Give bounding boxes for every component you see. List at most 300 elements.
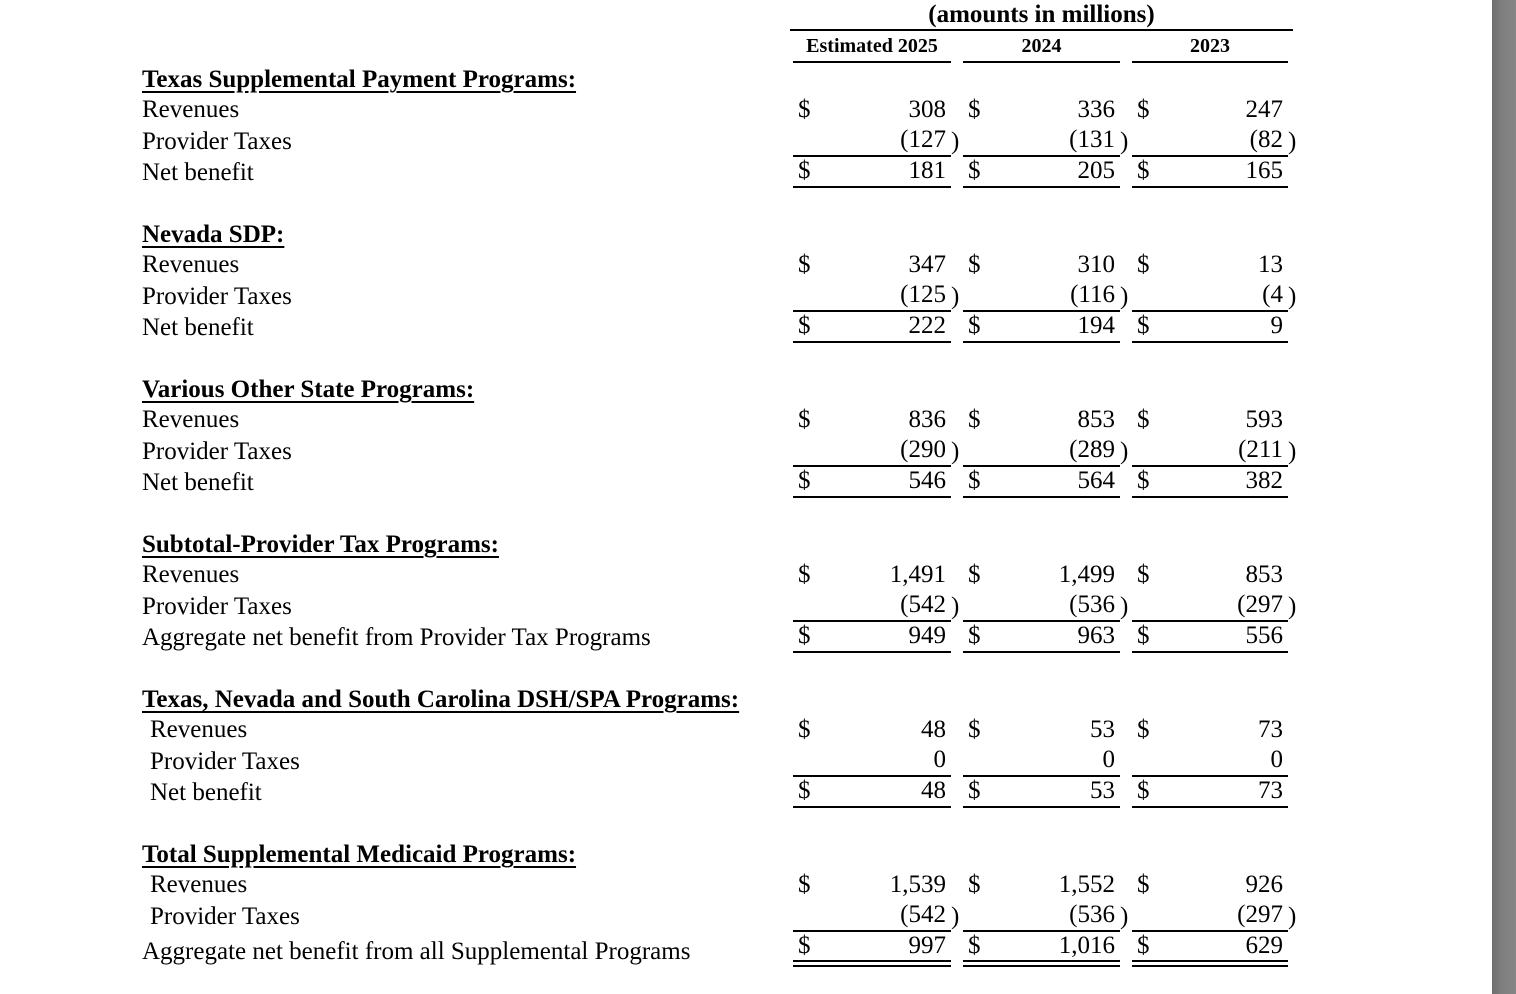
- amount-underline-area: [963, 559, 1120, 590]
- dollar-sign: $: [1137, 406, 1150, 433]
- table-row: [0, 435, 1492, 466]
- row-label-cell: [0, 311, 793, 343]
- amount-cell: [1132, 745, 1300, 777]
- cell-value: 0: [933, 746, 946, 773]
- empty-cell: [1132, 528, 1300, 559]
- cell-value: (4: [1262, 281, 1283, 308]
- row-label-cell: [0, 714, 793, 745]
- dollar-sign: $: [798, 406, 811, 433]
- cell-paren: [1120, 931, 1132, 967]
- cell-value: 347: [908, 251, 946, 278]
- amount-underline-area: [1132, 745, 1288, 777]
- cell-value: 997: [908, 932, 946, 959]
- cell-paren: [1288, 745, 1300, 777]
- column-header-gap: [1120, 32, 1132, 63]
- cell-paren: [951, 776, 963, 808]
- cell-paren: ): [1288, 593, 1297, 620]
- empty-cell: [1132, 218, 1300, 249]
- section-title-cell: [0, 838, 793, 869]
- amount-underline-area: [1132, 621, 1288, 653]
- empty-cell: [1132, 838, 1300, 869]
- amount-underline-area: [1132, 714, 1288, 745]
- cell-value: 48: [921, 777, 946, 804]
- amount-underline-area: [793, 435, 951, 467]
- column-headers-row: [0, 32, 1492, 63]
- amount-cell: [963, 931, 1132, 967]
- cell-value: 165: [1245, 157, 1283, 184]
- amount-underline-area: [793, 311, 951, 343]
- empty-cell: [963, 528, 1132, 559]
- table-row: [0, 466, 1492, 497]
- amount-underline-area: [1132, 776, 1288, 808]
- row-label-cell: [0, 404, 793, 435]
- cell-paren: [1120, 249, 1132, 280]
- cell-value: 222: [908, 312, 946, 339]
- row-label: Provider Taxes: [150, 748, 300, 775]
- empty-cell: [793, 683, 963, 714]
- cell-paren: [1288, 559, 1300, 590]
- section-title-cell: [0, 63, 793, 94]
- dollar-sign: $: [798, 871, 811, 898]
- cell-value: 836: [908, 406, 946, 433]
- section-title-row: [0, 683, 1492, 714]
- cell-paren: [951, 311, 963, 343]
- amount-cell: [1132, 280, 1300, 312]
- amount-underline-area: [963, 466, 1120, 498]
- cell-value: (542: [900, 591, 946, 618]
- amount-cell: [963, 249, 1132, 280]
- amount-underline-area: [1132, 435, 1288, 467]
- cell-value: 53: [1090, 716, 1115, 743]
- row-label-cell: [0, 94, 793, 125]
- amount-cell: [793, 621, 963, 653]
- units-header: [790, 0, 1293, 31]
- table-section: [0, 373, 1492, 528]
- amount-cell: [963, 404, 1132, 435]
- cell-value: (116: [1070, 281, 1115, 308]
- row-label-cell: [0, 869, 793, 900]
- dollar-sign: $: [798, 716, 811, 743]
- amount-cell: [793, 776, 963, 808]
- cell-value: 247: [1245, 96, 1283, 123]
- amount-underline-area: [1132, 900, 1288, 932]
- section-title-row: [0, 218, 1492, 249]
- cell-value: (211: [1238, 436, 1283, 463]
- table-row: [0, 590, 1492, 621]
- dollar-sign: $: [1137, 716, 1150, 743]
- table-section: [0, 838, 1492, 993]
- section-title-row: [0, 373, 1492, 404]
- cell-value: 1,491: [889, 561, 946, 588]
- amount-underline-area: [1132, 466, 1288, 498]
- amount-underline-area: [963, 280, 1120, 312]
- cell-paren: [951, 156, 963, 188]
- row-label-cell: [0, 900, 793, 932]
- dollar-sign: $: [968, 777, 981, 804]
- cell-value: (289: [1069, 436, 1115, 463]
- amount-underline-area: [793, 869, 951, 900]
- cell-paren: ): [1288, 438, 1297, 465]
- amount-underline-area: [793, 249, 951, 280]
- amount-cell: [793, 94, 963, 125]
- amount-cell: [963, 621, 1132, 653]
- amount-cell: [963, 466, 1132, 498]
- cell-value: 1,499: [1058, 561, 1115, 588]
- cell-paren: [951, 404, 963, 435]
- cell-value: (536: [1069, 901, 1115, 928]
- amount-cell: [793, 404, 963, 435]
- amount-underline-area: [793, 559, 951, 590]
- empty-cell: [1132, 683, 1300, 714]
- amount-cell: [793, 466, 963, 498]
- cell-value: 0: [1270, 746, 1283, 773]
- row-label: Revenues: [142, 251, 240, 278]
- amount-cell: [963, 94, 1132, 125]
- cell-value: 853: [1245, 561, 1283, 588]
- section-title: Subtotal-Provider Tax Programs:: [142, 531, 499, 558]
- cell-value: (127: [900, 126, 946, 153]
- dollar-sign: $: [968, 251, 981, 278]
- amount-cell: [793, 931, 963, 967]
- table-row: [0, 869, 1492, 900]
- amount-cell: [963, 125, 1132, 157]
- cell-paren: [1288, 776, 1300, 808]
- empty-cell: [793, 528, 963, 559]
- amount-underline-area: [963, 745, 1120, 777]
- amount-cell: [1132, 435, 1300, 467]
- column-header-2023: 2023: [1132, 32, 1288, 63]
- cell-value: 593: [1245, 406, 1283, 433]
- amount-cell: [793, 435, 963, 467]
- cell-paren: [1288, 466, 1300, 498]
- cell-value: 0: [1102, 746, 1115, 773]
- cell-paren: [951, 249, 963, 280]
- amount-underline-area: [963, 125, 1120, 157]
- amount-underline-area: [793, 714, 951, 745]
- dollar-sign: $: [1137, 777, 1150, 804]
- cell-paren: ): [1288, 283, 1297, 310]
- row-label: Provider Taxes: [150, 903, 300, 930]
- empty-cell: [793, 838, 963, 869]
- amount-underline-area: [963, 94, 1120, 125]
- row-label: Provider Taxes: [142, 128, 292, 155]
- amount-underline-area: [1132, 869, 1288, 900]
- cell-paren: [951, 559, 963, 590]
- cell-value: 564: [1077, 467, 1115, 494]
- dollar-sign: $: [798, 96, 811, 123]
- row-label: Provider Taxes: [142, 283, 292, 310]
- column-header-spacer: [0, 32, 793, 63]
- cell-paren: [1120, 311, 1132, 343]
- cell-paren: ): [951, 283, 960, 310]
- cell-paren: ): [951, 438, 960, 465]
- cell-paren: [1288, 621, 1300, 653]
- cell-value: (297: [1237, 901, 1283, 928]
- cell-paren: [1120, 559, 1132, 590]
- dollar-sign: $: [968, 932, 981, 959]
- cell-value: 13: [1258, 251, 1283, 278]
- cell-paren: ): [1120, 903, 1129, 930]
- amount-cell: [793, 249, 963, 280]
- cell-paren: [1288, 249, 1300, 280]
- amount-cell: [793, 280, 963, 312]
- amount-cell: [1132, 156, 1300, 188]
- cell-paren: [1288, 931, 1300, 967]
- cell-value: 73: [1258, 777, 1283, 804]
- section-title-row: [0, 63, 1492, 94]
- cell-value: 1,539: [889, 871, 946, 898]
- table-row: [0, 311, 1492, 342]
- cell-value: 308: [908, 96, 946, 123]
- amount-underline-area: [1132, 311, 1288, 343]
- dollar-sign: $: [968, 871, 981, 898]
- cell-value: (131: [1069, 126, 1115, 153]
- row-label: Revenues: [150, 716, 248, 743]
- row-label: Aggregate net benefit from Provider Tax Programs: [142, 624, 651, 651]
- row-label-cell: [0, 776, 793, 808]
- amount-cell: [963, 156, 1132, 188]
- amount-cell: [963, 280, 1132, 312]
- cell-value: 963: [1077, 622, 1115, 649]
- row-label-cell: [0, 590, 793, 622]
- empty-cell: [963, 218, 1132, 249]
- section-title: Nevada SDP:: [142, 221, 285, 248]
- row-label: Net benefit: [150, 779, 262, 806]
- dollar-sign: $: [968, 406, 981, 433]
- cell-value: 1,552: [1058, 871, 1115, 898]
- amount-cell: [793, 900, 963, 932]
- section-spacer: [0, 652, 1492, 683]
- section-title-cell: [0, 683, 793, 714]
- cell-paren: [951, 869, 963, 900]
- amount-underline-area: [793, 776, 951, 808]
- empty-cell: [963, 838, 1132, 869]
- amount-cell: [963, 869, 1132, 900]
- amount-underline-area: [1132, 125, 1288, 157]
- cell-paren: ): [951, 593, 960, 620]
- table-section: [0, 683, 1492, 838]
- empty-cell: [793, 63, 963, 94]
- table-row: [0, 280, 1492, 311]
- cell-value: (125: [900, 281, 946, 308]
- dollar-sign: $: [968, 157, 981, 184]
- cell-paren: [1120, 94, 1132, 125]
- empty-cell: [963, 63, 1132, 94]
- amount-cell: [963, 714, 1132, 745]
- row-label-cell: [0, 125, 793, 157]
- amount-underline-area: [963, 900, 1120, 932]
- cell-value: 73: [1258, 716, 1283, 743]
- row-label: Revenues: [150, 871, 248, 898]
- cell-paren: [1288, 714, 1300, 745]
- dollar-sign: $: [1137, 157, 1150, 184]
- table-row: [0, 900, 1492, 931]
- cell-paren: [1120, 156, 1132, 188]
- amount-underline-area: [793, 404, 951, 435]
- amount-underline-area: [1132, 249, 1288, 280]
- section-spacer: [0, 807, 1492, 838]
- amount-cell: [1132, 466, 1300, 498]
- cell-paren: [1288, 94, 1300, 125]
- table-row: [0, 559, 1492, 590]
- column-header-cell: [1132, 32, 1300, 63]
- amount-cell: [793, 311, 963, 343]
- amount-cell: [793, 869, 963, 900]
- cell-value: 53: [1090, 777, 1115, 804]
- amount-cell: [793, 745, 963, 777]
- cell-paren: [1120, 776, 1132, 808]
- section-title: Texas Supplemental Payment Programs:: [142, 66, 577, 93]
- amount-cell: [963, 900, 1132, 932]
- dollar-sign: $: [1137, 312, 1150, 339]
- cell-value: (290: [900, 436, 946, 463]
- amount-cell: [793, 714, 963, 745]
- table-row: [0, 745, 1492, 776]
- row-label-cell: [0, 156, 793, 188]
- cell-value: (542: [900, 901, 946, 928]
- empty-cell: [1132, 63, 1300, 94]
- dollar-sign: $: [798, 622, 811, 649]
- table-section: [0, 63, 1492, 218]
- row-label: Provider Taxes: [142, 438, 292, 465]
- empty-cell: [963, 373, 1132, 404]
- cell-paren: [951, 745, 963, 777]
- section-title-cell: [0, 528, 793, 559]
- cell-paren: ): [1120, 438, 1129, 465]
- dollar-sign: $: [1137, 251, 1150, 278]
- section-spacer: [0, 342, 1492, 373]
- cell-value: 310: [1077, 251, 1115, 278]
- cell-value: 949: [908, 622, 946, 649]
- cell-paren: [1120, 466, 1132, 498]
- amount-cell: [963, 435, 1132, 467]
- empty-cell: [793, 373, 963, 404]
- cell-paren: ): [1120, 593, 1129, 620]
- amount-underline-area: [1132, 280, 1288, 312]
- row-label-cell: [0, 745, 793, 777]
- amount-cell: [793, 559, 963, 590]
- amount-underline-area: [793, 900, 951, 932]
- table-section: [0, 218, 1492, 373]
- dollar-sign: $: [798, 467, 811, 494]
- table-row: [0, 931, 1492, 965]
- column-header-estimated-2025: Estimated 2025: [793, 32, 951, 63]
- scrollbar-track[interactable]: [1492, 0, 1516, 994]
- dollar-sign: $: [798, 312, 811, 339]
- row-label: Provider Taxes: [142, 593, 292, 620]
- amount-cell: [793, 590, 963, 622]
- amount-underline-area: [1132, 590, 1288, 622]
- amount-underline-area: [793, 156, 951, 188]
- amount-cell: [1132, 931, 1300, 967]
- section-title-cell: [0, 373, 793, 404]
- amount-underline-area: [963, 311, 1120, 343]
- amount-underline-area: [793, 94, 951, 125]
- dollar-sign: $: [798, 932, 811, 959]
- table-row: [0, 714, 1492, 745]
- cell-value: 1,016: [1058, 932, 1115, 959]
- table-section: [0, 528, 1492, 683]
- cell-value: (82: [1249, 126, 1283, 153]
- cell-value: 336: [1077, 96, 1115, 123]
- amount-underline-area: [963, 714, 1120, 745]
- cell-paren: ): [1120, 283, 1129, 310]
- amount-cell: [1132, 311, 1300, 343]
- cell-value: 853: [1077, 406, 1115, 433]
- amount-cell: [1132, 869, 1300, 900]
- amount-underline-area: [793, 621, 951, 653]
- amount-cell: [1132, 590, 1300, 622]
- amount-cell: [793, 156, 963, 188]
- amount-underline-area: [793, 590, 951, 622]
- units-header-row: [0, 0, 1492, 32]
- row-label: Revenues: [142, 96, 240, 123]
- cell-paren: [951, 94, 963, 125]
- column-header-gap: [951, 32, 963, 63]
- column-header-gap: [1288, 32, 1300, 63]
- cell-value: 556: [1245, 622, 1283, 649]
- row-label-cell: [0, 435, 793, 467]
- empty-cell: [793, 218, 963, 249]
- section-spacer: [0, 187, 1492, 218]
- cell-paren: [1288, 869, 1300, 900]
- amount-cell: [1132, 94, 1300, 125]
- section-title-row: [0, 528, 1492, 559]
- table-row: [0, 776, 1492, 807]
- table-row: [0, 156, 1492, 187]
- amount-underline-area: [963, 404, 1120, 435]
- amount-underline-area: [793, 125, 951, 157]
- cell-paren: [1120, 869, 1132, 900]
- cell-value: 9: [1270, 312, 1283, 339]
- amount-underline-area: [1132, 94, 1288, 125]
- amount-cell: [963, 311, 1132, 343]
- row-label: Revenues: [142, 561, 240, 588]
- section-spacer: [0, 497, 1492, 528]
- cell-paren: [951, 466, 963, 498]
- dollar-sign: $: [1137, 622, 1150, 649]
- amount-cell: [1132, 559, 1300, 590]
- section-title-cell: [0, 218, 793, 249]
- row-label: Aggregate net benefit from all Supplemental Programs: [142, 938, 691, 965]
- section-title-row: [0, 838, 1492, 869]
- cell-paren: [951, 931, 963, 967]
- dollar-sign: $: [1137, 561, 1150, 588]
- cell-value: 629: [1245, 932, 1283, 959]
- row-label: Net benefit: [142, 469, 254, 496]
- cell-paren: ): [1120, 128, 1129, 155]
- row-label-cell: [0, 621, 793, 653]
- amount-cell: [1132, 125, 1300, 157]
- amount-cell: [1132, 404, 1300, 435]
- row-label-cell: [0, 249, 793, 280]
- amount-underline-area: [793, 745, 951, 777]
- cell-paren: [1120, 404, 1132, 435]
- dollar-sign: $: [968, 716, 981, 743]
- cell-value: (297: [1237, 591, 1283, 618]
- row-label-cell: [0, 280, 793, 312]
- amount-cell: [1132, 249, 1300, 280]
- table-body: [0, 63, 1492, 993]
- cell-paren: [1288, 404, 1300, 435]
- dollar-sign: $: [968, 312, 981, 339]
- dollar-sign: $: [1137, 96, 1150, 123]
- column-header-2024: 2024: [963, 32, 1120, 63]
- cell-paren: ): [1288, 128, 1297, 155]
- cell-paren: ): [1288, 903, 1297, 930]
- section-title: Total Supplemental Medicaid Programs:: [142, 841, 577, 868]
- section-title: Various Other State Programs:: [142, 376, 475, 403]
